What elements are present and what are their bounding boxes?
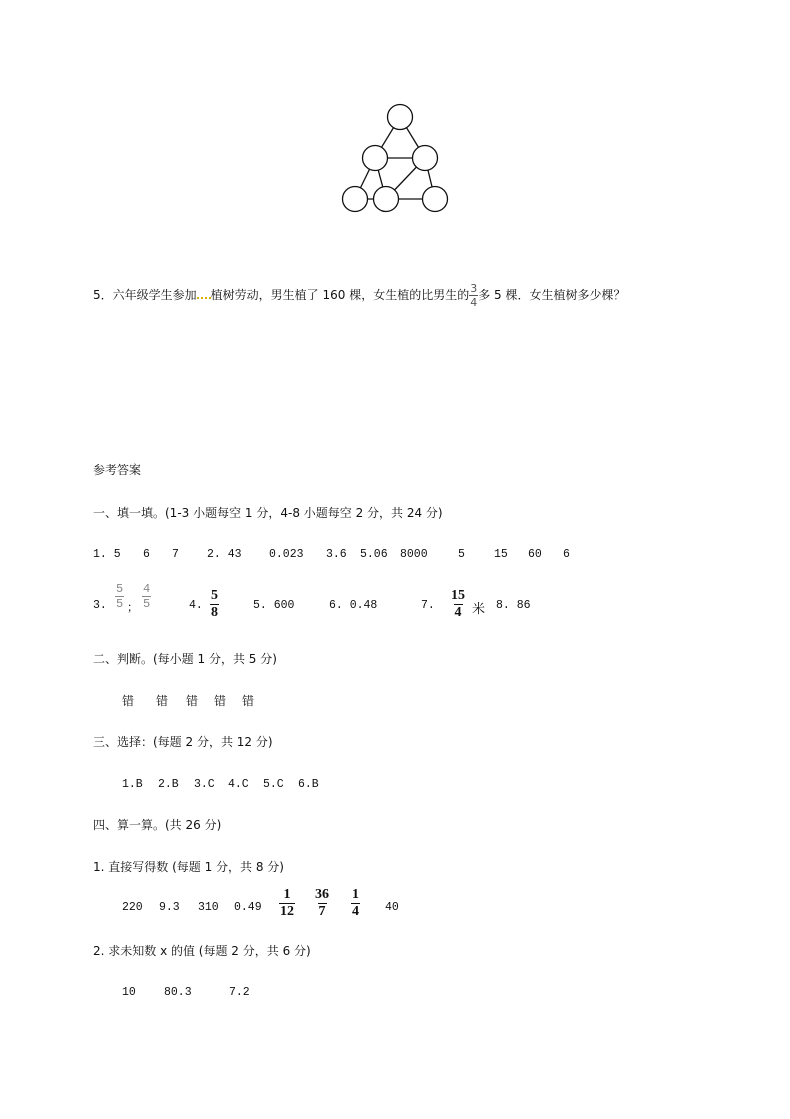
section4-heading: 四、算一算。(共 26 分): [93, 818, 222, 832]
section4-sub2-heading: 2. 求未知数 x 的值 (每题 2 分，共 6 分): [93, 944, 311, 958]
answer-2-8: 60: [528, 548, 542, 561]
judge-5: 错: [242, 694, 255, 708]
calc-last: 40: [385, 901, 399, 914]
circle-bottom-right: [423, 187, 448, 212]
section2-heading: 二、判断。(每小题 1 分，共 5 分): [93, 652, 277, 666]
choice-3: 3.C: [194, 778, 215, 791]
circle-top: [388, 105, 413, 130]
question-text-a: 六年级学生参加: [112, 288, 197, 302]
choice-1: 1.B: [122, 778, 143, 791]
circle-bottom-mid: [374, 187, 399, 212]
fraction-5-5: $\frac{5}{5}$: [116, 582, 124, 611]
circle-mid-right: [413, 146, 438, 171]
choice-6: 6.B: [298, 778, 319, 791]
question-number: 5．: [93, 288, 113, 302]
answers-title: 参考答案: [93, 463, 142, 477]
answer-1-3: 7: [172, 548, 179, 561]
solve-2: 80.3: [164, 986, 192, 999]
section3-heading: 三、选择：(每题 2 分，共 12 分): [93, 735, 273, 749]
question-5: [93, 283, 625, 308]
solve-3: 7.2: [229, 986, 250, 999]
calc-1: 220: [122, 901, 143, 914]
answer-2-5: 8000: [400, 548, 428, 561]
question-text-b: 植树劳动，男生植了 160 棵，女生植的比男生的: [210, 288, 470, 302]
fraction-1-12: $\frac{1}{12}$: [280, 887, 294, 919]
answer-2-7: 15: [494, 548, 508, 561]
judge-2: 错: [156, 694, 169, 708]
separator: ；: [127, 602, 139, 615]
solve-1: 10: [122, 986, 136, 999]
squiggle-mark: [197, 289, 211, 299]
answer-6: 6. 0.48: [329, 599, 378, 612]
answer-2-6: 5: [458, 548, 465, 561]
answer-3-label: 3.: [93, 599, 107, 612]
circle-bottom-left: [343, 187, 368, 212]
judge-1: 错: [122, 694, 135, 708]
choice-4: 4.C: [228, 778, 249, 791]
calc-2: 9.3: [159, 901, 180, 914]
triangle-circle-diagram: [333, 103, 459, 213]
question-text-c: 多 5 棵．女生植树多少棵？: [478, 288, 626, 302]
answer-2-9: 6: [563, 548, 570, 561]
answer-5: 5. 600: [253, 599, 295, 612]
answer-2-1: 2. 43: [207, 548, 242, 561]
judge-4: 错: [214, 694, 227, 708]
answer-1-1: 1. 5: [93, 548, 121, 561]
answer-8: 8. 86: [496, 599, 531, 612]
answer-4-label: 4.: [189, 599, 203, 612]
judge-3: 错: [186, 694, 199, 708]
calc-3: 310: [198, 901, 219, 914]
answer-7-label: 7.: [421, 599, 435, 612]
choice-2: 2.B: [158, 778, 179, 791]
fraction-15-4: $\frac{15}{4}$: [451, 588, 465, 620]
unit-meter: 米: [472, 602, 486, 617]
answer-2-4: 5.06: [360, 548, 388, 561]
fraction-three-quarters: $\frac{3}{4}$: [470, 282, 478, 309]
calc-4: 0.49: [234, 901, 262, 914]
fraction-1-4: $\frac{1}{4}$: [352, 887, 359, 919]
fraction-5-8: $\frac{5}{8}$: [211, 588, 218, 620]
answer-2-3: 3.6: [326, 548, 347, 561]
fraction-4-5: $\frac{4}{5}$: [143, 582, 151, 611]
choice-5: 5.C: [263, 778, 284, 791]
answer-2-2: 0.023: [269, 548, 304, 561]
circle-mid-left: [363, 146, 388, 171]
answer-1-2: 6: [143, 548, 150, 561]
section1-heading: 一、填一填。(1-3 小题每空 1 分，4-8 小题每空 2 分，共 24 分): [93, 506, 443, 520]
section4-sub1-heading: 1. 直接写得数 (每题 1 分，共 8 分): [93, 860, 284, 874]
fraction-36-7: $\frac{36}{7}$: [315, 887, 329, 919]
